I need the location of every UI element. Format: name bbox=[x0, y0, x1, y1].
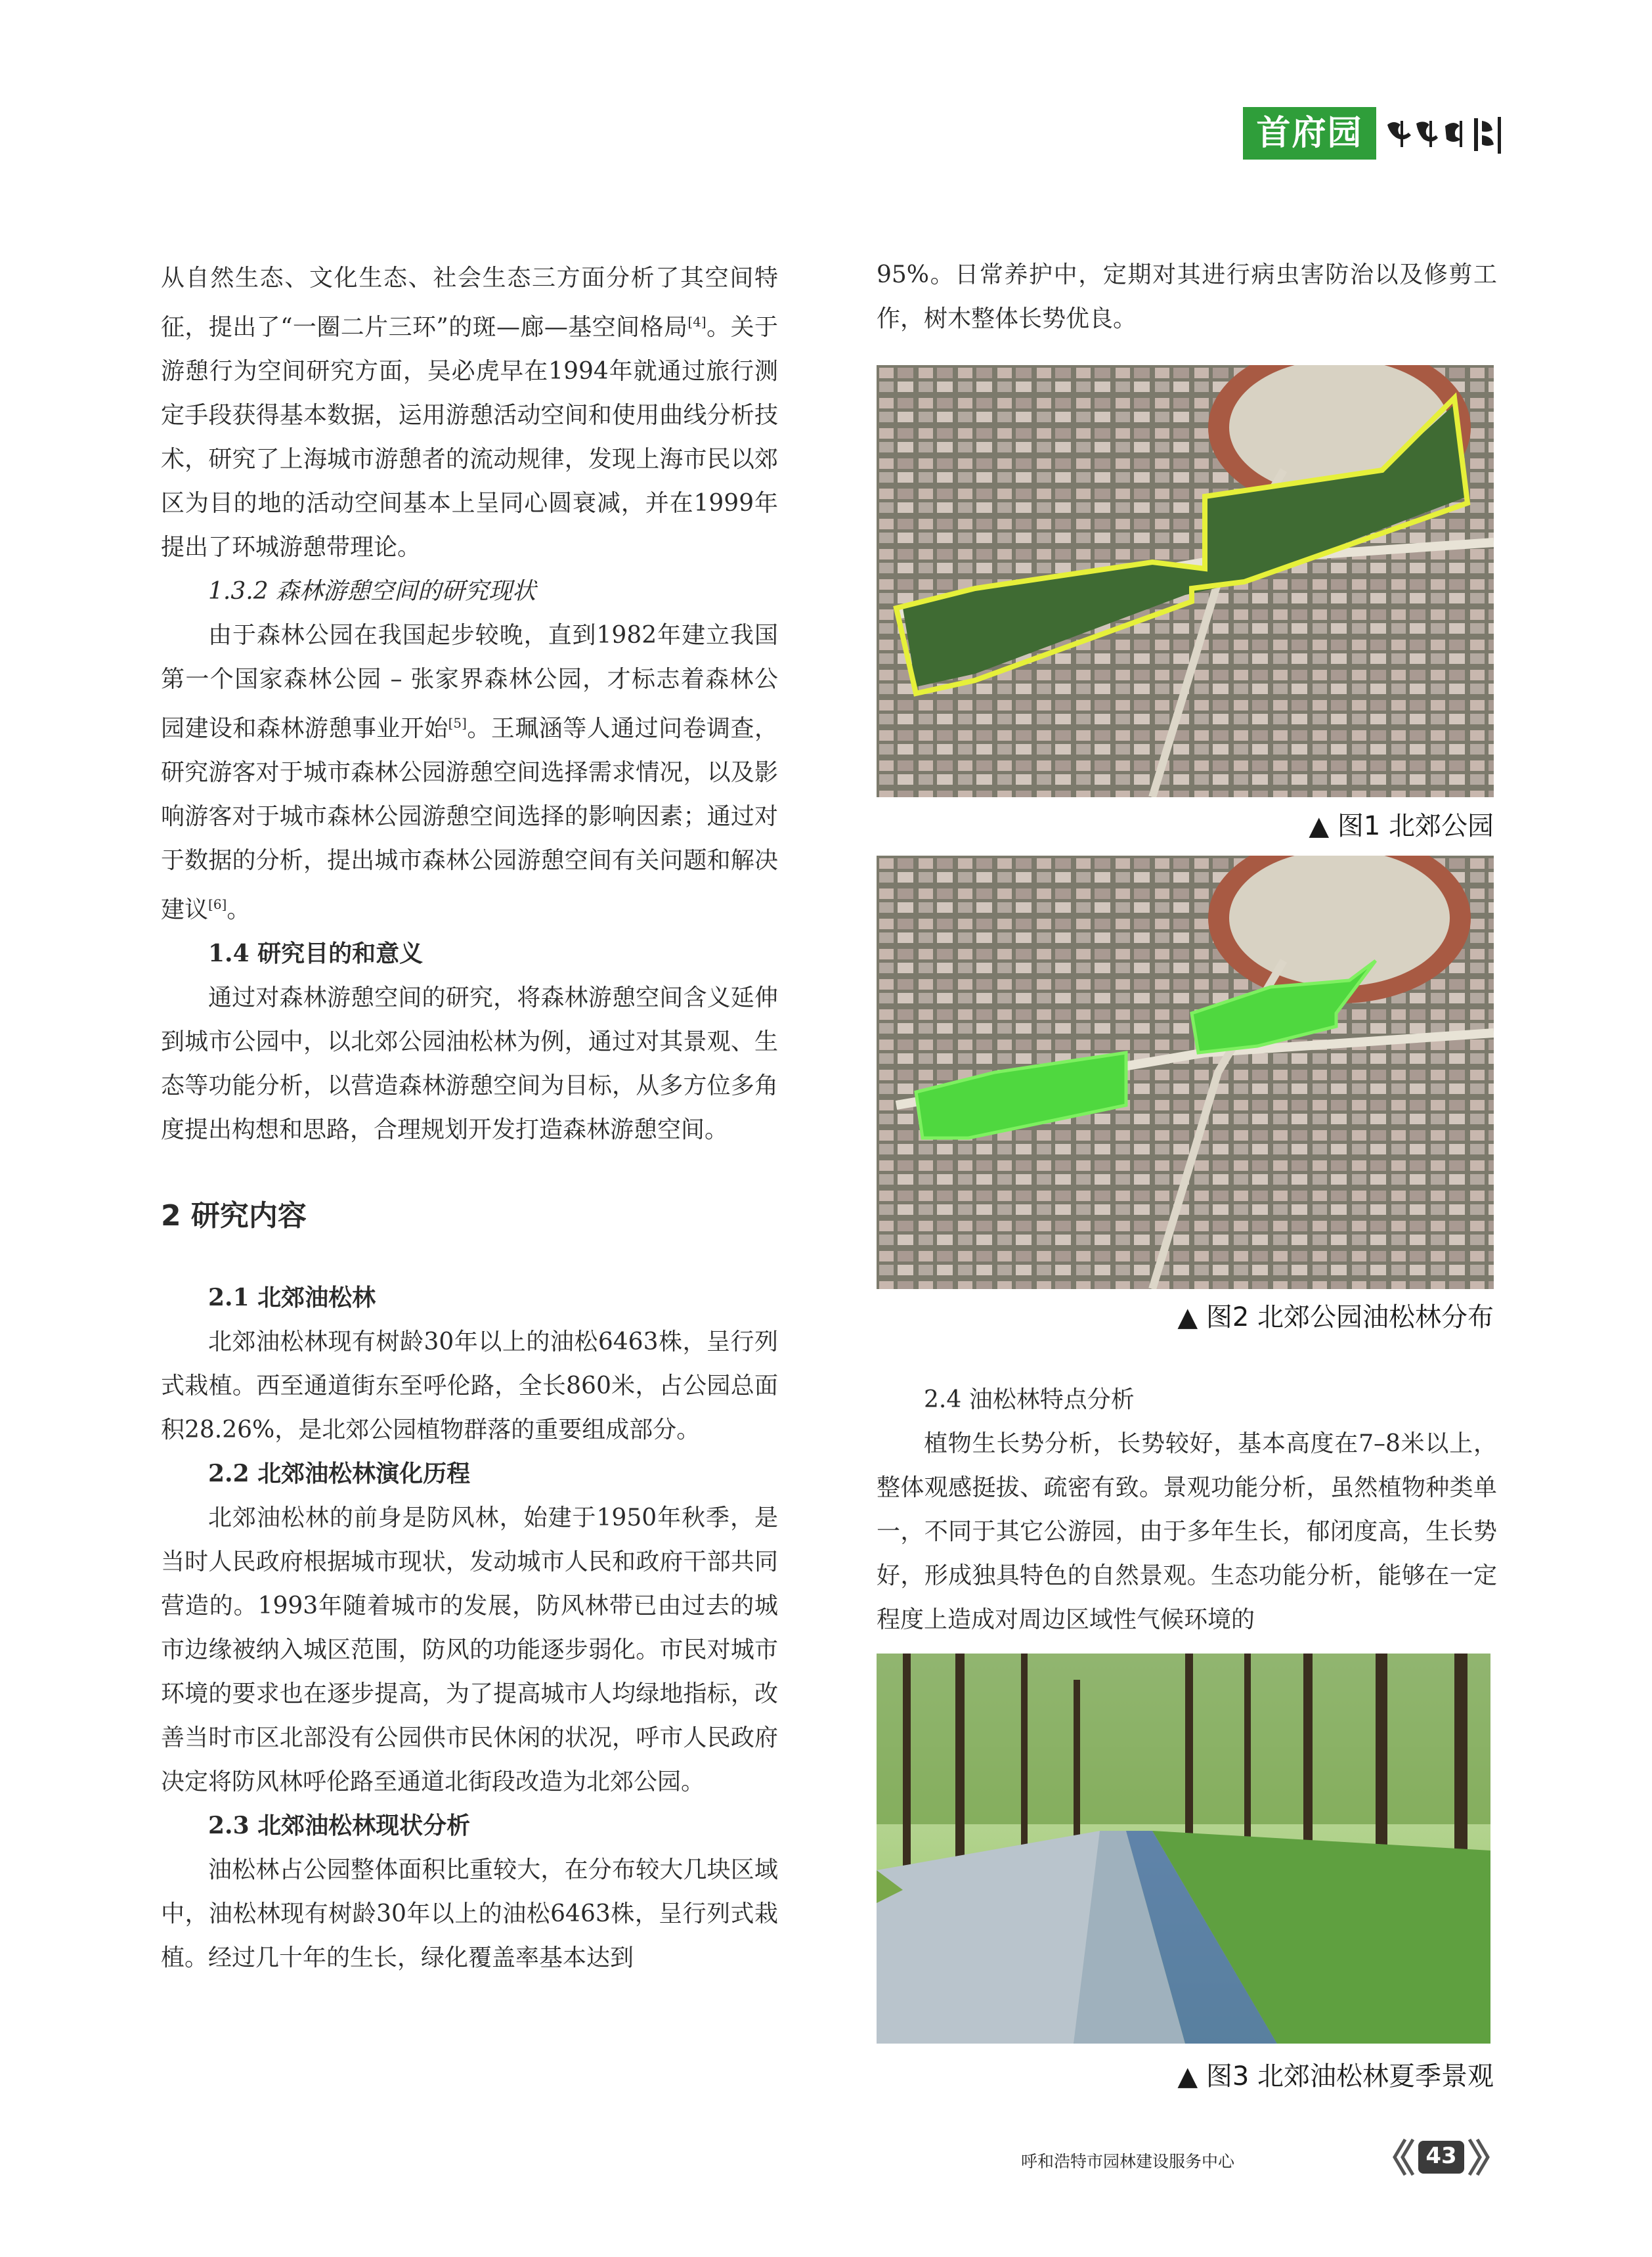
figure-2-distribution-map bbox=[877, 856, 1494, 1289]
page-number: 43 bbox=[1425, 2143, 1457, 2169]
publisher-name: 呼和浩特市园林建设服务中心 bbox=[1021, 2152, 1235, 2171]
subsection-1-3-2-heading: 1.3.2 森林游憩空间的研究现状 bbox=[208, 578, 536, 605]
figure-2-caption: ▲ 图2 北郊公园油松林分布 bbox=[1177, 1302, 1494, 1332]
figure-1-caption: ▲ 图1 北郊公园 bbox=[1309, 811, 1494, 841]
summer-landscape-drawing bbox=[877, 1654, 1490, 2044]
section-2-2-heading: 2.2 北郊油松林演化历程 bbox=[208, 1460, 471, 1487]
paragraph-coverage-maintenance: 95%。日常养护中，定期对其进行病虫害防治以及修剪工作，树木整体长势优良。 bbox=[877, 261, 1497, 332]
section-2-4-heading: 2.4 油松林特点分析 bbox=[924, 1386, 1135, 1413]
section-2-heading: 2 研究内容 bbox=[161, 1199, 307, 1233]
paragraph-pine-forest-overview: 北郊油松林现有树龄30年以上的油松6463株，呈行列式栽植。西至通道街东至呼伦路，全长860米，占公园总面积28.26%，是北郊公园植物群落的重要组成部分。 bbox=[161, 1328, 778, 1443]
paragraph-evolution-history: 北郊油松林的前身是防风林，始建于1950年秋季，是当时人民政府根据城市现状，发动城市人民和政府干部共同营造的。1993年随着城市的发展，防风林带已由过去的城市边缘被纳入城区范围，防风的功能逐步弱化。市民对城市环境的要求也在逐步提高，为了提高城市人均绿地指标，改善当时市区北部没有公园供市民休闲的状况，呼市人民政府决定将防风林呼伦路至通道北街段改造为北郊公园。 bbox=[161, 1504, 778, 1795]
right-column-top bbox=[877, 253, 1497, 341]
right-column-middle bbox=[877, 1378, 1497, 1642]
figure-3-caption: ▲ 图3 北郊油松林夏季景观 bbox=[1177, 2061, 1494, 2092]
figure-1-aerial-map bbox=[877, 365, 1494, 797]
paragraph-spatial-features: 从自然生态、文化生态、社会生态三方面分析了其空间特征，提出了“一圈二片三环”的斑—廊—基空间格局[4]。关于游憩行为空间研究方面，吴必虎早在1994年就通过旅行测定手段获得基本数据，运用游憩活动空间和使用曲线分析技术，研究了上海城市游憩者的流动规律，发现上海市民以郊区为目的地的活动空间基本上呈同心圆衰减，并在1999年提出了环城游憩带理论。 bbox=[161, 265, 778, 561]
section-2-3-heading: 2.3 北郊油松林现状分析 bbox=[208, 1812, 471, 1839]
mongolian-script-logo bbox=[1382, 112, 1507, 158]
citation-4[interactable]: [4] bbox=[687, 314, 706, 330]
aerial-map-drawing bbox=[877, 365, 1494, 797]
citation-5[interactable]: [5] bbox=[448, 715, 467, 731]
paragraph-feature-analysis: 植物生长势分析，长势较好，基本高度在7–8米以上，整体观感挺拔、疏密有致。景观功能分析，虽然植物种类单一，不同于其它公游园，由于多年生长，郁闭度高，生长势好，形成独具特色的自然景观。生态功能分析，能够在一定程度上造成对周边区域性气候环境的 bbox=[877, 1430, 1497, 1633]
left-column bbox=[161, 256, 778, 1980]
section-2-1-heading: 2.1 北郊油松林 bbox=[208, 1284, 376, 1311]
paragraph-research-purpose: 通过对森林游憩空间的研究，将森林游憩空间含义延伸到城市公园中，以北郊公园油松林为例，通过对其景观、生态等功能分析，以营造森林游憩空间为目标，从多方位多角度提出构想和思路，合理规划开发打造森林游憩空间。 bbox=[161, 984, 778, 1143]
paragraph-forest-recreation: 由于森林公园在我国起步较晚，直到1982年建立我国第一个国家森林公园 – 张家界森林公园，才标志着森林公园建设和森林游憩事业开始[5]。王珮涵等人通过问卷调查，研究游客对于城市森林公园游憩空间选择需求情况，以及影响游客对于城市森林公园游憩空间选择的影响因素；通过对于数据的分析，提出城市森林公园游憩空间有关问题和解决建议[6]。 bbox=[161, 622, 778, 923]
distribution-map-drawing bbox=[877, 856, 1494, 1289]
section-1-4-heading: 1.4 研究目的和意义 bbox=[208, 940, 424, 967]
paragraph-current-status: 油松林占公园整体面积比重较大，在分布较大几块区域中，油松林现有树龄30年以上的油松6463株，呈行列式栽植。经过几十年的生长，绿化覆盖率基本达到 bbox=[161, 1856, 778, 1971]
journal-brand: 首府园林 bbox=[1243, 107, 1376, 160]
citation-6[interactable]: [6] bbox=[208, 896, 227, 912]
figure-3-summer-photo bbox=[877, 1654, 1490, 2044]
